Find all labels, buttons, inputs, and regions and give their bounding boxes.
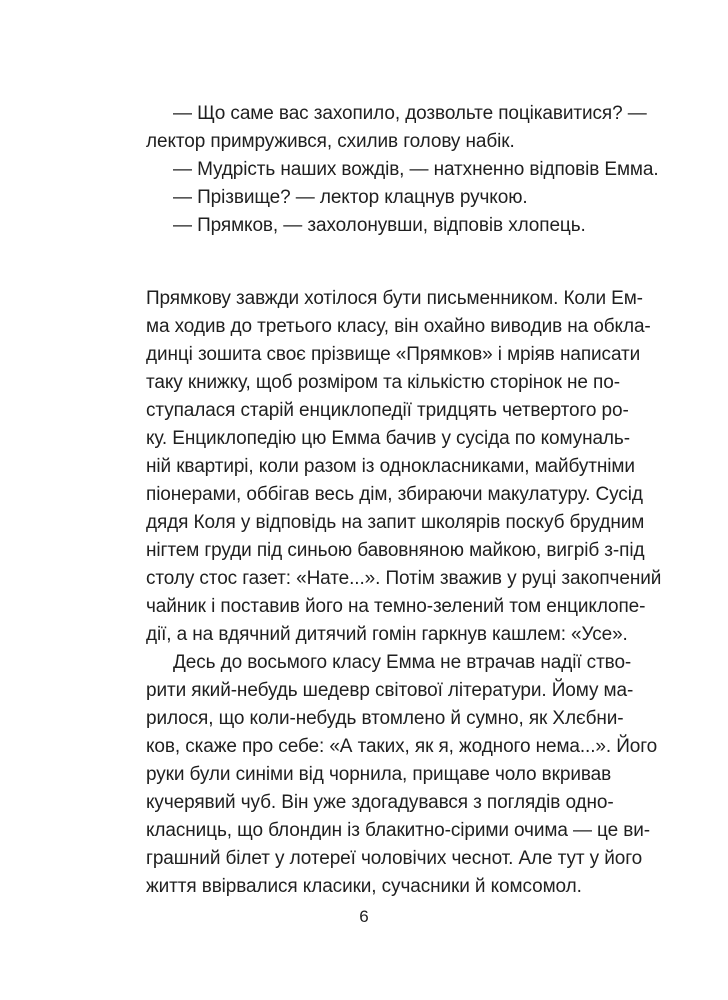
paragraph-line: ній квартирі, коли разом із однокласниками, майбутніми: [146, 456, 635, 477]
paragraph-line: ма ходив до третього класу, він охайно виводив на обкла-: [146, 316, 651, 337]
paragraph-line: дядя Коля у відповідь на запит школярів поскуб брудним: [146, 512, 645, 533]
paragraph-line: Прямкову завжди хотілося бути письменником. Коли Ем-: [146, 288, 643, 309]
paragraph-line: дії, а на вдячний дитячий гомін гаркнув кашлем: «Усе».: [146, 624, 628, 645]
paragraph-line: ку. Енциклопедію цю Емма бачив у сусіда по комуналь-: [146, 428, 630, 449]
paragraph-line: Десь до восьмого класу Емма не втрачав надії ство-: [173, 652, 632, 673]
dialogue-line: — Що саме вас захопило, дозвольте поцікавитися? —: [173, 103, 647, 124]
paragraph-line: столу стос газет: «Нате...». Потім зважив у руці закопчений: [146, 568, 662, 589]
dialogue-line: — Мудрість наших вождів, — натхненно відповів Емма.: [173, 159, 659, 180]
paragraph-line: піонерами, оббігав весь дім, збираючи макулатуру. Сусід: [146, 484, 643, 505]
dialogue-line: — Прізвище? — лектор клацнув ручкою.: [173, 187, 528, 208]
dialogue-line: — Прямков, — захолонувши, відповів хлопець.: [173, 215, 586, 236]
paragraph-line: руки були синіми від чорнила, прищаве чоло вкривав: [146, 764, 612, 785]
dialogue-line: лектор примружився, схилив голову набік.: [146, 131, 515, 152]
paragraph-line: ков, скаже про себе: «А таких, як я, жодного нема...». Його: [146, 736, 658, 757]
paragraph-line: рити який-небудь шедевр світової літератури. Йому ма-: [146, 680, 634, 701]
paragraph-line: життя ввірвалися класики, сучасники й комсомол.: [146, 876, 582, 897]
paragraph-line: рилося, що коли-небудь втомлено й сумно, як Хлєбни-: [146, 708, 624, 729]
paragraph-line: таку книжку, щоб розміром та кількістю сторінок не по-: [146, 372, 620, 393]
paragraph-line: класниць, що блондин із блакитно-сірими очима — це ви-: [146, 820, 651, 841]
page-number: 6: [359, 907, 369, 926]
paragraph-line: динці зошита своє прізвище «Прямков» і мріяв написати: [146, 344, 641, 365]
paragraph-line: ступалася старій енциклопедії тридцять четвертого ро-: [146, 400, 629, 421]
paragraph-line: кучерявий чуб. Він уже здогадувався з поглядів одно-: [146, 792, 614, 813]
paragraph-line: нігтем груди під синьою бавовняною майкою, вигріб з-під: [146, 540, 645, 561]
paragraph-line: чайник і поставив його на темно-зелений том енциклопе-: [146, 596, 646, 617]
paragraph-line: грашний білет у лотереї чоловічих чеснот. Але тут у його: [146, 848, 643, 869]
